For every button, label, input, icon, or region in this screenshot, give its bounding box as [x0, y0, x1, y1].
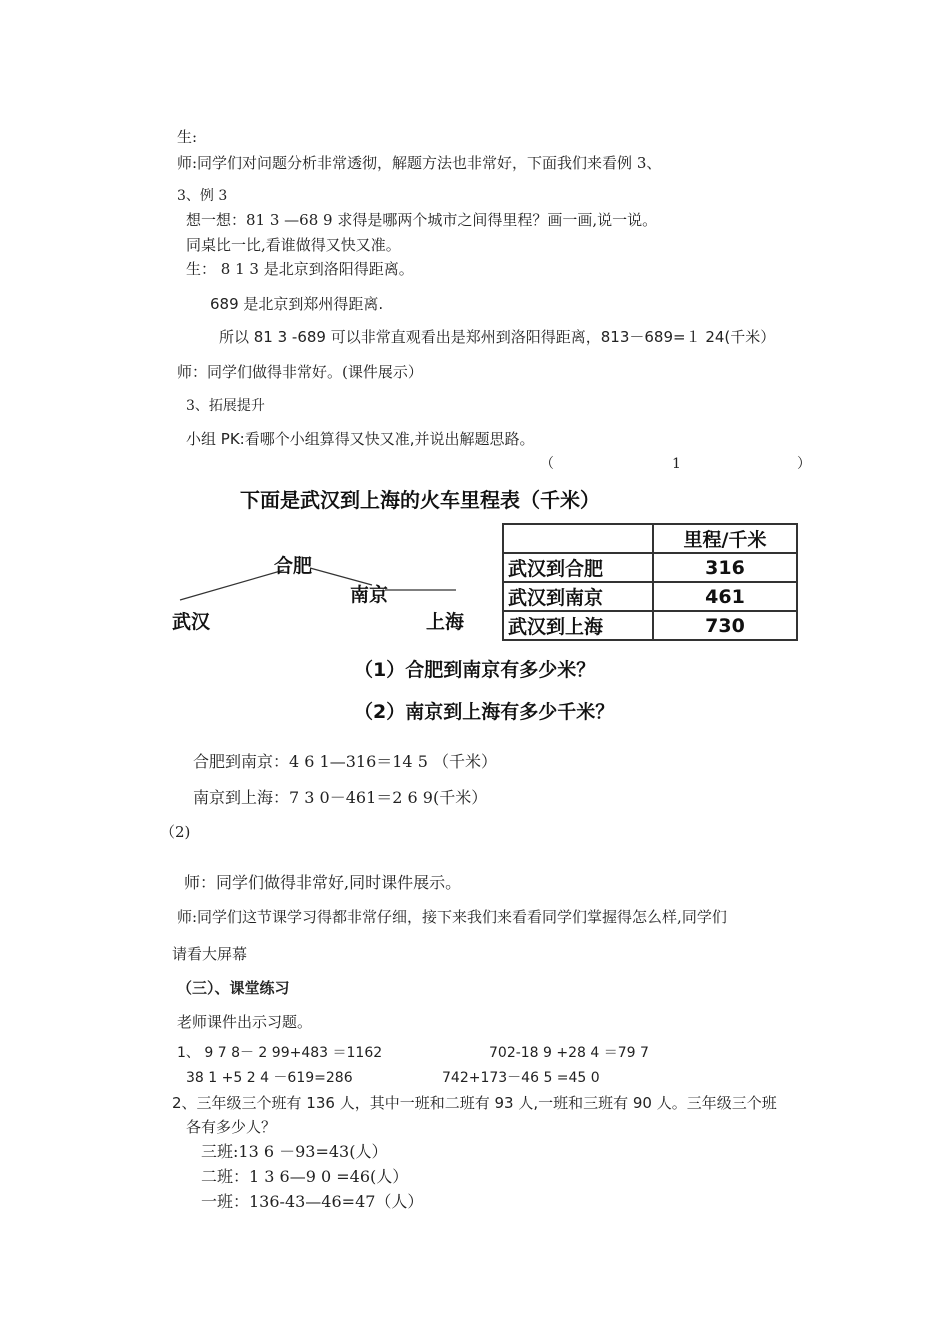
- table-cell-km: 316: [653, 553, 797, 582]
- answer-class-1: 一班：136-43—46=47（人）: [201, 1192, 424, 1211]
- table-row: [503, 611, 797, 640]
- paren-number: 1: [672, 456, 681, 472]
- city-hefei: 合肥: [274, 555, 313, 577]
- answer-nanjing-shanghai: 南京到上海：7 3 0－461＝2 6 9(千米）: [193, 788, 488, 807]
- paren-right: ）: [797, 456, 811, 472]
- table-cell-km: 730: [653, 611, 797, 640]
- line-example-3: 3、例 3: [177, 188, 228, 204]
- exercise-1c: 38 1 +5 2 4 －619=286: [186, 1070, 353, 1086]
- question-2: （2）南京到上海有多少千米？: [354, 701, 615, 723]
- city-wuhan: 武汉: [172, 611, 211, 633]
- line-exercise-intro: 老师课件出示习题。: [177, 1013, 313, 1031]
- line-distance-689: 689 是北京到郑州得距离.: [210, 295, 384, 313]
- line-teacher-3: 师：同学们做得非常好,同时课件展示。: [184, 873, 462, 892]
- line-teacher-1: 师:同学们对问题分析非常透彻，解题方法也非常好，下面我们来看例 3、: [177, 154, 662, 172]
- exercise-1b: 702-18 9 +28 4 ＝79 7: [489, 1045, 649, 1061]
- table-header-row: [503, 524, 797, 553]
- table-row: [503, 582, 797, 611]
- figure-title: 下面是武汉到上海的火车里程表（千米）: [240, 488, 600, 512]
- mileage-table: [502, 523, 798, 641]
- line-teacher-4: 师:同学们这节课学习得都非常仔细，接下来我们来看看同学们掌握得怎么样,同学们: [177, 908, 727, 926]
- table-cell-route: 武汉到合肥: [503, 553, 653, 582]
- city-shanghai: 上海: [426, 611, 465, 633]
- line-student-2: 生： 8 1 3 是北京到洛阳得距离。: [186, 260, 414, 278]
- line-student-1: 生:: [177, 128, 198, 146]
- line-group-pk: 小组 PK:看哪个小组算得又快又准,并说出解题思路。: [186, 430, 535, 448]
- table-row: [503, 553, 797, 582]
- table-cell-route: 武汉到上海: [503, 611, 653, 640]
- line-think: 想一想：81 3 —68 9 求得是哪两个城市之间得里程？画一画,说一说。: [186, 211, 658, 229]
- line-extension: 3、拓展提升: [186, 398, 265, 414]
- city-nanjing: 南京: [350, 584, 389, 606]
- exercise-1a: 1、 9 7 8－ 2 99+483 ＝1162: [177, 1045, 383, 1061]
- table-header-empty: [503, 524, 653, 553]
- line-teacher-2: 师：同学们做得非常好。(课件展示）: [177, 363, 423, 381]
- table-header-mileage: 里程/千米: [653, 524, 797, 553]
- section-heading-practice: （三）、课堂练习: [177, 979, 290, 997]
- line-compare: 同桌比一比,看谁做得又快又准。: [186, 236, 401, 254]
- exercise-2-question: 各有多少人？: [186, 1118, 277, 1136]
- question-1: （1）合肥到南京有多少米？: [354, 659, 596, 681]
- line-big-screen: 请看大屏幕: [172, 945, 248, 963]
- exercise-2-problem: 2、三年级三个班有 136 人，其中一班和二班有 93 人,一班和三班有 90 人。三年级三个班: [172, 1094, 777, 1112]
- table-cell-route: 武汉到南京: [503, 582, 653, 611]
- answer-class-2: 二班：1 3 6—9 0 =46(人）: [201, 1167, 409, 1186]
- line-conclusion: 所以 81 3 -689 可以非常直观看出是郑州到洛阳得距离，813－689=１ 24(千米）: [219, 328, 776, 346]
- exercise-1d: 742+173－46 5 =45 0: [442, 1070, 600, 1086]
- label-part-2: （2): [160, 823, 191, 841]
- table-cell-km: 461: [653, 582, 797, 611]
- answer-hefei-nanjing: 合肥到南京：4 6 1—316＝14 5 （千米）: [193, 752, 497, 771]
- paren-left: （: [540, 456, 554, 472]
- route-line-wuhan-hefei: [180, 570, 284, 600]
- answer-class-3: 三班:13 6 －93=43(人）: [201, 1142, 388, 1161]
